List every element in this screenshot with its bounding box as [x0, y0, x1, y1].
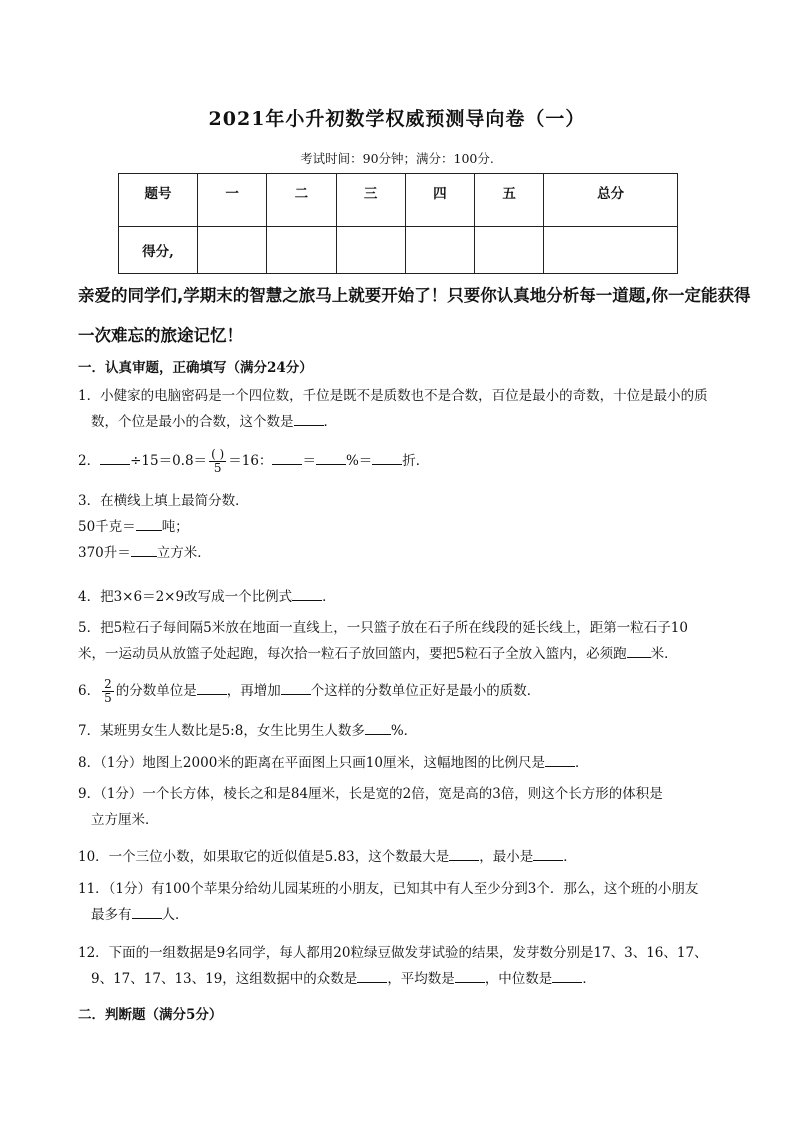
- answer-blank[interactable]: [197, 680, 227, 695]
- answer-blank[interactable]: [132, 904, 162, 919]
- question-4: 4．把3×6＝2×9改写成一个比例式 ．: [78, 584, 728, 610]
- score-header-cell: 总分: [544, 174, 678, 227]
- question-9: 9．（1分）一个长方体，棱长之和是84厘米，长是宽的2倍，宽是高的3倍，则这个长方形的体积是 立方厘米．: [78, 786, 663, 828]
- section-2-heading: 二．判断题（满分5分）: [78, 1007, 223, 1023]
- question-2: 2． ÷15＝0.8＝ $\frac{( )}{5}$ ＝16： ＝ %＝ 折．: [78, 447, 430, 475]
- question-7: 7．某班男女生人数比是5:8，女生比男生人数多 %．: [78, 718, 728, 744]
- answer-blank[interactable]: [545, 752, 575, 767]
- fraction: $\frac{2}{5}$: [104, 677, 112, 705]
- exam-subtitle: 考试时间：90分钟；满分：100分.: [300, 151, 494, 166]
- answer-blank[interactable]: [281, 680, 311, 695]
- answer-blank[interactable]: [357, 968, 387, 983]
- question-8: 8．（1分）地图上2000米的距离在平面图上只画10厘米，这幅地图的比例尺是 ．: [78, 750, 728, 776]
- score-cell: [198, 227, 267, 274]
- score-header-cell: 题号: [119, 174, 198, 227]
- question-12: 12．下面的一组数据是9名同学，每人都用20粒绿豆做发芽试验的结果，发芽数分别是17、3、16、17、 9、17、17、13、19，这组数据中的众数是 ，平均数是 ，中位数是 ．: [78, 945, 708, 987]
- question-3: 3．在横线上填上最简分数． 50千克＝ 吨； 370升＝ 立方米．: [78, 493, 249, 561]
- exam-title: 2021年小升初数学权威预测导向卷（一）: [208, 108, 586, 130]
- intro-text: 亲爱的同学们,学期末的智慧之旅马上就要开始了！只要你认真地分析每一道题,你一定能获得一次难忘的旅途记忆！: [78, 286, 751, 345]
- question-1-line1: 1．小健家的电脑密码是一个四位数，千位是既不是质数也不是合数，百位是最小的奇数，十位是最小的质: [78, 388, 708, 404]
- answer-blank[interactable]: [294, 411, 324, 426]
- score-table: [118, 173, 678, 274]
- question-6: 6． $\frac{2}{5}$ 的分数单位是 ，再增加 个这样的分数单位正好是最小的质数．: [78, 677, 541, 705]
- answer-blank[interactable]: [136, 516, 162, 531]
- score-header-cell: 三: [336, 174, 405, 227]
- score-header-cell: 五: [475, 174, 544, 227]
- score-row-label: 得分,: [119, 227, 198, 274]
- answer-blank[interactable]: [455, 968, 485, 983]
- section-1-heading: 一．认真审题，正确填写（满分24分）: [78, 360, 313, 376]
- answer-blank[interactable]: [131, 542, 157, 557]
- score-cell: [475, 227, 544, 274]
- answer-blank[interactable]: [372, 450, 402, 465]
- answer-blank[interactable]: [292, 586, 322, 601]
- answer-blank[interactable]: [100, 450, 130, 465]
- question-5: 5．把5粒石子每间隔5米放在地面一直线上，一只篮子放在石子所在线段的延长线上，距第一粒石子10 米，一运动员从放篮子处起跑，每次拾一粒石子放回篮内，要把5粒石子全放入篮内，必须跑 米．: [78, 620, 688, 662]
- answer-blank[interactable]: [316, 450, 346, 465]
- answer-blank[interactable]: [552, 968, 582, 983]
- score-cell: [267, 227, 336, 274]
- question-1: 1．小健家的电脑密码是一个四位数，千位是既不是质数也不是合数，百位是最小的奇数，十位是最小的质 数，个位是最小的合数，这个数是 ．: [78, 383, 728, 435]
- answer-blank[interactable]: [365, 720, 391, 735]
- score-header-cell: 二: [267, 174, 336, 227]
- fraction: $\frac{( )}{5}$: [211, 447, 225, 475]
- score-cell: [544, 227, 678, 274]
- score-cell: [336, 227, 405, 274]
- answer-blank[interactable]: [449, 846, 479, 861]
- question-11: 11．（1分）有100个苹果分给幼儿园某班的小朋友，已知其中有人至少分到3个．那么，这个班的小朋友 最多有 人．: [78, 881, 699, 923]
- answer-blank[interactable]: [627, 643, 651, 658]
- answer-blank[interactable]: [533, 846, 563, 861]
- question-10: 10．一个三位小数，如果取它的近似值是5.83，这个数最大是 ，最小是 ．: [78, 844, 728, 870]
- question-1-line2: 数，个位是最小的合数，这个数是: [91, 414, 294, 430]
- score-header-cell: 一: [198, 174, 267, 227]
- fraction-numerator-blank[interactable]: ( ): [211, 447, 225, 461]
- answer-blank[interactable]: [272, 450, 302, 465]
- score-header-cell: 四: [405, 174, 474, 227]
- score-cell: [405, 227, 474, 274]
